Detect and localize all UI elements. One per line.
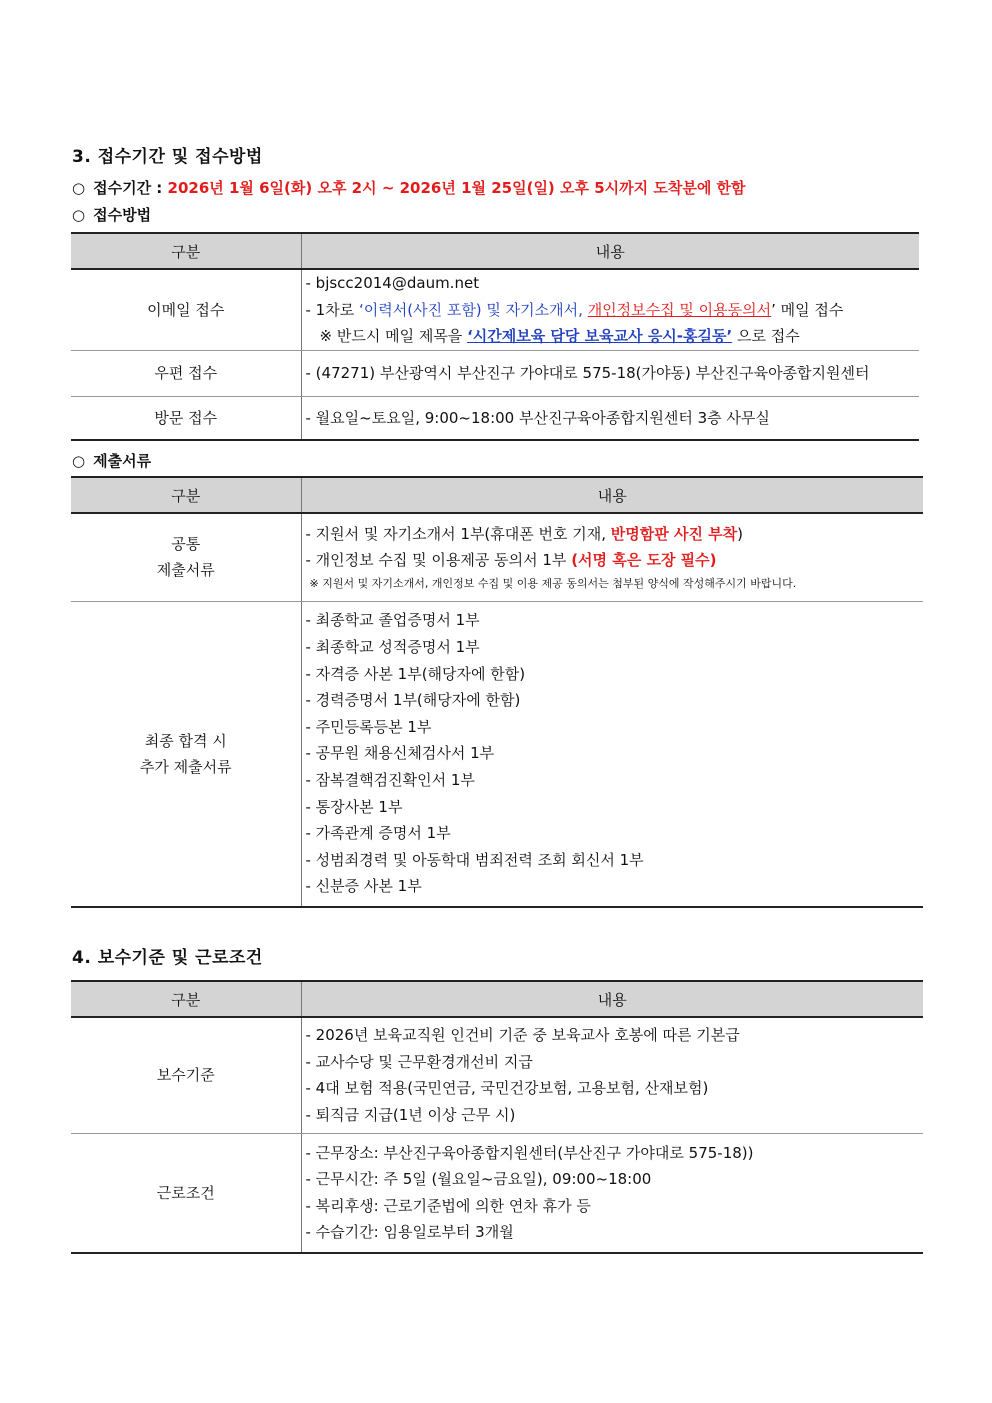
post-category: 우편 접수	[71, 350, 301, 396]
common-docs-line2	[306, 547, 924, 574]
list-item: - 공무원 채용신체검사서 1부	[305, 744, 495, 763]
list-item: - 최종학교 졸업증명서 1부	[305, 611, 480, 630]
table-row-common-docs	[71, 513, 923, 601]
common-docs-line1-suffix: )	[737, 524, 744, 543]
email-line2-prefix: - 1차로	[305, 300, 359, 319]
documents-label: 제출서류	[93, 452, 152, 470]
email-line3-prefix: ※ 반드시 메일 제목을	[319, 327, 468, 346]
section4-title: 4. 보수기준 및 근로조건	[72, 948, 263, 968]
common-docs-line1-prefix: - 지원서 및 자기소개서 1부(휴대폰 번호 기재,	[305, 524, 611, 543]
submission-method-table	[71, 232, 919, 441]
table-header-category: 구분	[71, 477, 301, 513]
list-item: - 퇴직금 지급(1년 이상 근무 시)	[305, 1105, 516, 1124]
email-line3-suffix: 으로 접수	[732, 327, 800, 346]
list-item: - 주민등록등본 1부	[305, 717, 432, 736]
common-docs-note: ※ 지원서 및 자기소개서, 개인정보 수집 및 이용 제공 동의서는 첨부된 양식에 작성해주시기 바랍니다.	[309, 576, 797, 590]
list-item: - 신분증 사본 1부	[305, 877, 422, 896]
list-item: - 복리후생: 근로기준법에 의한 연차 휴가 등	[305, 1196, 591, 1215]
documents-table	[71, 476, 923, 908]
circle-bullet: ○	[72, 179, 86, 197]
list-item: - 경력증명서 1부(해당자에 한함)	[305, 691, 521, 710]
table-header-content: 내용	[301, 233, 919, 269]
list-item: - 가족관계 증명서 1부	[305, 824, 451, 843]
visit-content: - 월요일~토요일, 9:00~18:00 부산진구육아종합지원센터 3층 사무실	[301, 396, 919, 440]
pay-conditions-table	[71, 980, 923, 1254]
common-docs-category-line1: 공통	[171, 535, 201, 554]
section3-title: 3. 접수기간 및 접수방법	[72, 147, 263, 167]
period-value: 2026년 1월 6일(화) 오후 2시 ~ 2026년 1월 25일(일) 오후 5시까지 도착분에 한함	[167, 179, 746, 197]
email-line2-red: 개인정보수집 및 이용동의서	[587, 300, 772, 319]
pay-category: 보수기준	[71, 1017, 301, 1133]
list-item: - 통장사본 1부	[305, 797, 403, 816]
method-line	[72, 204, 151, 225]
table-row-post	[71, 350, 919, 396]
list-item: - 2026년 보육교직원 인건비 기준 중 보육교사 호봉에 따른 기본급	[305, 1026, 740, 1045]
table-header-content: 내용	[301, 981, 923, 1017]
table-row-work	[71, 1133, 923, 1253]
table-header-content: 내용	[301, 477, 923, 513]
pay-content	[301, 1017, 923, 1133]
list-item: - 최종학교 성적증명서 1부	[305, 638, 480, 657]
documents-line	[72, 450, 151, 471]
list-item: - 자격증 사본 1부(해당자에 한함)	[305, 664, 526, 683]
table-header-category: 구분	[71, 981, 301, 1017]
email-category: 이메일 접수	[71, 269, 301, 350]
list-item: - 성범죄경력 및 아동학대 범죄전력 조회 회신서 1부	[305, 850, 644, 869]
list-item: - 근무시간: 주 5일 (월요일~금요일), 09:00~18:00	[305, 1170, 652, 1189]
email-line2-suffix: ’ 메일 접수	[771, 300, 844, 319]
email-address: - bjscc2014@daum.net	[305, 274, 480, 292]
final-docs-category-line2: 추가 제출서류	[139, 757, 232, 776]
common-docs-line1	[306, 521, 924, 548]
email-content	[301, 269, 919, 350]
work-category: 근로조건	[71, 1133, 301, 1253]
table-row-email	[71, 269, 919, 350]
final-docs-content	[301, 601, 923, 907]
method-label: 접수방법	[93, 206, 152, 224]
list-item: - 교사수당 및 근무환경개선비 지급	[305, 1052, 533, 1071]
final-docs-category	[71, 601, 301, 907]
email-subject-example: ‘시간제보육 담당 보육교사 응시-홍길동’	[467, 327, 733, 346]
post-content: - (47271) 부산광역시 부산진구 가야대로 575-18(가야동) 부산진구육아종합지원센터	[301, 350, 919, 396]
common-docs-content	[301, 513, 923, 601]
circle-bullet: ○	[72, 206, 86, 224]
period-label: 접수기간 :	[93, 179, 163, 197]
common-docs-line2-prefix: - 개인정보 수집 및 이용제공 동의서 1부	[305, 551, 572, 570]
visit-category: 방문 접수	[71, 396, 301, 440]
table-header-category: 구분	[71, 233, 301, 269]
email-line2-blue: ‘이력서(사진 포함) 및 자기소개서,	[358, 300, 583, 319]
table-row-final-docs	[71, 601, 923, 907]
common-docs-category-line2: 제출서류	[156, 561, 215, 580]
period-line	[72, 177, 746, 198]
common-docs-category	[71, 513, 301, 601]
email-line3	[306, 323, 920, 350]
list-item: - 4대 보험 적용(국민연금, 국민건강보험, 고용보험, 산재보험)	[305, 1079, 709, 1098]
list-item: - 수습기간: 임용일로부터 3개월	[305, 1223, 514, 1242]
work-content	[301, 1133, 923, 1253]
list-item: - 잠복결핵검진확인서 1부	[305, 771, 475, 790]
common-docs-line2-red: (서명 혹은 도장 필수)	[571, 551, 717, 570]
common-docs-line1-red: 반명함판 사진 부착	[610, 524, 738, 543]
circle-bullet: ○	[72, 452, 86, 470]
email-line2	[306, 297, 920, 324]
list-item: - 근무장소: 부산진구육아종합지원센터(부산진구 가야대로 575-18))	[305, 1143, 754, 1162]
final-docs-category-line1: 최종 합격 시	[144, 731, 227, 750]
table-row-visit	[71, 396, 919, 440]
table-row-pay	[71, 1017, 923, 1133]
